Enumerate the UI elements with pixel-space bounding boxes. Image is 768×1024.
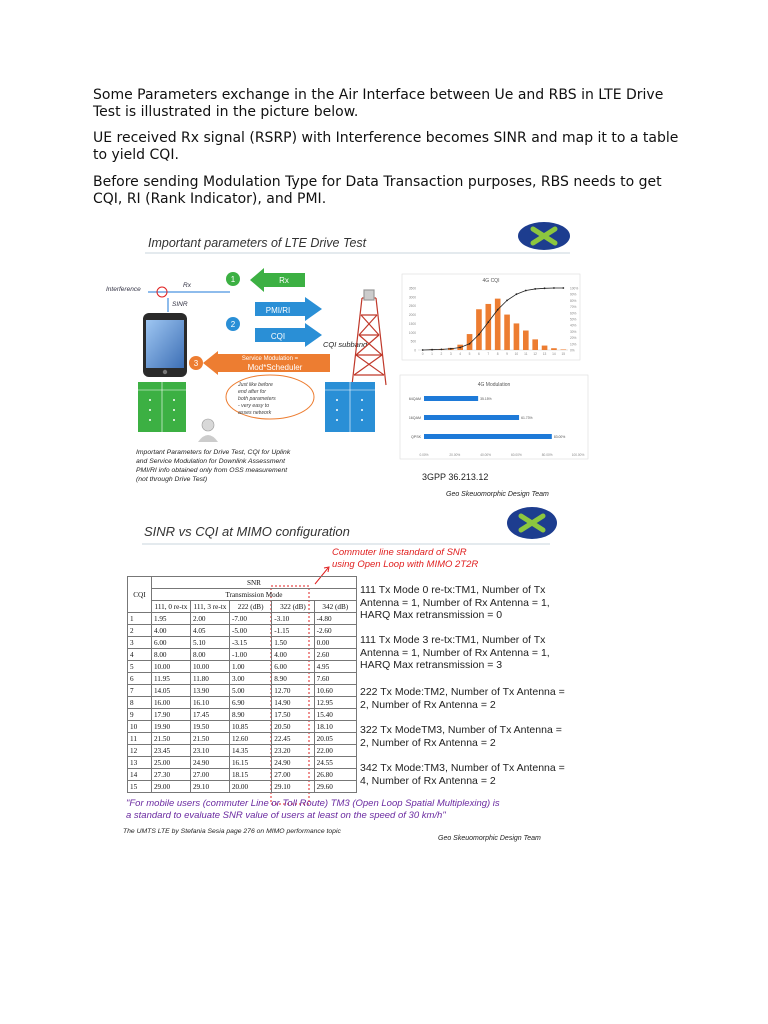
table-cell: 3.00 <box>229 673 271 685</box>
pmi-ri-arrow <box>255 297 322 321</box>
x-tick-label: 0 <box>421 352 424 356</box>
table-cell: 29.60 <box>314 781 356 793</box>
figure1-title: Important parameters of LTE Drive Test <box>148 236 367 250</box>
x-tick-label: 1 <box>431 352 433 356</box>
table-cell: 4 <box>128 649 152 661</box>
table-cell: 3 <box>128 637 152 649</box>
sinr-label: SINR <box>172 301 188 308</box>
tm-note-222: 222 Tx Mode:TM2, Number of Tx Antenna = 2, Number of Rx Antenna = 2 <box>360 686 565 711</box>
smartphone-icon <box>143 313 187 377</box>
table-row <box>128 637 357 649</box>
cumulative-point <box>431 349 433 351</box>
table-cell: 2.00 <box>190 613 229 625</box>
rx-small-label: Rx <box>183 282 191 289</box>
cell-tower-icon <box>352 290 386 385</box>
step-1-badge <box>226 272 240 286</box>
y2-tick-label: 40% <box>570 323 577 328</box>
svg-text:Rx: Rx <box>279 276 289 285</box>
table-cell: 20.50 <box>272 721 314 733</box>
y2-tick-label: 60% <box>570 311 577 316</box>
col-342: 342 (dB) <box>314 601 356 613</box>
table-cell: 0.00 <box>314 637 356 649</box>
note-line-4: (not through Drive Test) <box>136 476 208 483</box>
x-tick-label: 10 <box>514 352 519 356</box>
x-tick-label: 11 <box>524 352 528 356</box>
table-cell: 8.00 <box>151 649 190 661</box>
x-tick-label: 80.00% <box>541 453 553 457</box>
table-cell: 24.55 <box>314 757 356 769</box>
modulation-bar <box>424 434 552 439</box>
cqi-bar <box>561 349 567 350</box>
x-tick-label: 9 <box>506 352 508 356</box>
modulation-paragraph: Before sending Modulation Type for Data Transaction purposes, RBS needs to get CQI, RI (Rank Indicator), and PMI. <box>93 174 662 207</box>
y2-tick-label: 70% <box>570 305 577 310</box>
spec-reference: 3GPP 36.213.12 <box>422 472 489 482</box>
y-tick-label: 1500 <box>408 321 416 326</box>
svg-text:2: 2 <box>230 320 236 329</box>
table-cell: 12.70 <box>272 685 314 697</box>
table-cell: 6.00 <box>151 637 190 649</box>
modulation-category-label: QPSK <box>411 435 421 439</box>
cumulative-point <box>422 349 424 351</box>
table-row <box>128 625 357 637</box>
svg-text:Service Modulation =: Service Modulation = <box>241 356 299 362</box>
table-cell: 6.90 <box>229 697 271 709</box>
quote-line-1: "For mobile users (commuter Line or Toll Route) TM3 (Open Loop Spatial Multiplexing) is <box>126 798 500 809</box>
cqi-bar <box>542 346 548 350</box>
modulation-category-label: 16QAM <box>408 416 421 420</box>
y-tick-label: 1000 <box>408 330 416 335</box>
table-cell: 22.00 <box>314 745 356 757</box>
table-cell: 8.00 <box>190 649 229 661</box>
table-cell: 18.15 <box>229 769 271 781</box>
table-cell: 8.90 <box>272 673 314 685</box>
table-cell: 12.95 <box>314 697 356 709</box>
modulation-value-label: 83.00% <box>553 435 566 439</box>
table-cell: -1.00 <box>229 649 271 661</box>
x-tick-label: 4 <box>459 352 462 356</box>
table-cell: 27.30 <box>151 769 190 781</box>
svg-text:- very easy to: - very easy to <box>238 403 270 409</box>
table-row <box>128 709 357 721</box>
y2-tick-label: 0% <box>570 348 575 353</box>
cumulative-point <box>487 321 489 323</box>
col-111-3: 111, 3 re-tx <box>190 601 229 613</box>
x-tick-label: 13 <box>542 352 547 356</box>
table-row <box>128 661 357 673</box>
table-cell: 18.10 <box>314 721 356 733</box>
table-row <box>128 745 357 757</box>
cqi-bar <box>514 323 520 350</box>
table-cell: -5.00 <box>229 625 271 637</box>
cqi-subband-label: CQI subband <box>323 340 368 349</box>
table-cell: 14.90 <box>272 697 314 709</box>
table-cell: 21.50 <box>190 733 229 745</box>
svg-text:PMI/RI: PMI/RI <box>265 306 291 315</box>
modulation-bar <box>424 415 519 420</box>
table-cell: 26.80 <box>314 769 356 781</box>
table-cell: -4.80 <box>314 613 356 625</box>
table-cell: 5.00 <box>229 685 271 697</box>
table-cell: 27.00 <box>190 769 229 781</box>
y-tick-label: 3000 <box>408 295 416 300</box>
table-cell: 2 <box>128 625 152 637</box>
table-cell: 1.00 <box>229 661 271 673</box>
sinr-cqi-table <box>127 576 357 793</box>
note-line-1: Important Parameters for Drive Test, CQI for Uplink <box>136 449 291 456</box>
x-tick-label: 12 <box>533 352 537 356</box>
table-row <box>128 721 357 733</box>
cqi-chart <box>402 274 580 360</box>
modulation-category-label: 64QAM <box>408 397 421 401</box>
tm-note-322: 322 Tx ModeTM3, Number of Tx Antenna = 2, Number of Rx Antenna = 2 <box>360 724 562 749</box>
table-cell: 16.00 <box>151 697 190 709</box>
x-tick-label: 3 <box>449 352 452 356</box>
cumulative-point <box>469 343 471 345</box>
table-cell: 2.60 <box>314 649 356 661</box>
table-cell: 17.45 <box>190 709 229 721</box>
table-cell: 13.90 <box>190 685 229 697</box>
table-cell: -2.60 <box>314 625 356 637</box>
tm-note-111-0: 111 Tx Mode 0 re-tx:TM1, Number of Tx Antenna = 1, Number of Rx Antenna = 1, HARQ Max retransmission = 0 <box>360 584 550 621</box>
modulation-bar <box>424 396 478 401</box>
modulation-chart-title: 4G Modulation <box>477 382 511 388</box>
table-cell: 11.95 <box>151 673 190 685</box>
table-cell: 29.00 <box>151 781 190 793</box>
table-cell: 14 <box>128 769 152 781</box>
tm-header: Transmission Mode <box>151 589 356 601</box>
tm-note-111-3: 111 Tx Mode 3 re-tx:TM1, Number of Tx Antenna = 1, Number of Rx Antenna = 1, HARQ Max retransmission = 3 <box>360 634 550 671</box>
table-cell: 4.00 <box>272 649 314 661</box>
table-cell: -3.10 <box>272 613 314 625</box>
table-cell: 21.50 <box>151 733 190 745</box>
x-tick-label: 0.00% <box>419 453 429 457</box>
sinr-table-body <box>128 613 357 793</box>
table-cell: 24.90 <box>190 757 229 769</box>
table-cell: 10 <box>128 721 152 733</box>
x-tick-label: 6 <box>478 352 480 356</box>
figure2-team-label: Geo Skeuomorphic Design Team <box>438 835 541 842</box>
table-cell: 10.00 <box>190 661 229 673</box>
x-tick-label: 14 <box>552 352 556 356</box>
xl-logo-2 <box>507 507 557 539</box>
col-322: 322 (dB) <box>272 601 314 613</box>
table-cell: 15.40 <box>314 709 356 721</box>
xl-logo <box>518 222 570 250</box>
service-modulation-arrow <box>203 351 330 375</box>
svg-text:CQI: CQI <box>270 332 286 341</box>
svg-text:asses network: asses network <box>238 410 272 416</box>
x-tick-label: 7 <box>487 352 490 356</box>
thought-cloud <box>226 375 314 419</box>
table-row <box>128 769 357 781</box>
y2-tick-label: 30% <box>570 329 577 334</box>
table-row <box>128 733 357 745</box>
table-cell: 17.90 <box>151 709 190 721</box>
callout-line-2: using Open Loop with MIMO 2T2R <box>332 559 479 570</box>
thinking-person-icon <box>198 419 218 442</box>
step-2-badge <box>226 317 240 331</box>
snr-header: SNR <box>151 577 356 589</box>
table-cell: 19.90 <box>151 721 190 733</box>
col-cqi: CQI <box>128 577 152 613</box>
table-cell: 5.10 <box>190 637 229 649</box>
table-cell: 9 <box>128 709 152 721</box>
cumulative-point <box>459 347 461 349</box>
table-row <box>128 757 357 769</box>
svg-text:Mod*Scheduler: Mod*Scheduler <box>247 363 303 372</box>
x-tick-label: 20.00% <box>449 453 461 457</box>
cqi-bar <box>523 331 529 350</box>
cumulative-point <box>516 293 518 295</box>
table-cell: 16.10 <box>190 697 229 709</box>
cumulative-point <box>562 287 564 289</box>
cumulative-point <box>497 309 499 311</box>
x-tick-label: 15 <box>561 352 566 356</box>
table-cell: 27.00 <box>272 769 314 781</box>
table-cell: 23.10 <box>190 745 229 757</box>
y-tick-label: 2000 <box>408 313 416 318</box>
y2-tick-label: 20% <box>570 336 577 341</box>
y2-tick-label: 90% <box>570 292 577 297</box>
table-cell: 24.90 <box>272 757 314 769</box>
cqi-bar <box>532 339 538 350</box>
table-cell: 7 <box>128 685 152 697</box>
table-cell: -3.15 <box>229 637 271 649</box>
note-line-3: PMI/RI info obtained only from OSS measurement <box>136 467 288 474</box>
table-cell: -1.15 <box>272 625 314 637</box>
svg-text:end after for: end after for <box>238 389 266 395</box>
intro-paragraph: Some Parameters exchange in the Air Interface between Ue and RBS in LTE Drive Test is illustrated in the picture below. <box>93 87 664 120</box>
phone-cqi-table-card <box>138 382 186 432</box>
table-cell: 1 <box>128 613 152 625</box>
cumulative-point <box>534 288 536 290</box>
svg-text:both parameters: both parameters <box>238 396 276 402</box>
table-cell: 15 <box>128 781 152 793</box>
tower-modulation-table-card <box>325 382 375 432</box>
table-cell: 4.95 <box>314 661 356 673</box>
cqi-chart-title: 4G CQI <box>482 278 500 284</box>
table-cell: 7.60 <box>314 673 356 685</box>
x-tick-label: 100.00% <box>571 453 585 457</box>
cumulative-point <box>441 348 443 350</box>
table-row <box>128 673 357 685</box>
table-row <box>128 697 357 709</box>
y2-tick-label: 100% <box>570 286 579 291</box>
table-cell: 20.00 <box>229 781 271 793</box>
modulation-value-label: 35.15% <box>480 397 492 401</box>
cumulative-point <box>553 287 555 289</box>
svg-text:3: 3 <box>193 359 199 368</box>
cumulative-point <box>544 287 546 289</box>
table-cell: 19.50 <box>190 721 229 733</box>
source-reference: The UMTS LTE by Stefania Sesia page 276 on MIMO performance topic <box>123 828 341 835</box>
y2-tick-label: 50% <box>570 317 577 322</box>
table-cell: 16.15 <box>229 757 271 769</box>
table-cell: 4.05 <box>190 625 229 637</box>
tm-note-342: 342 Tx Mode:TM3, Number of Tx Antenna = 4, Number of Rx Antenna = 2 <box>360 762 565 787</box>
table-cell: 22.45 <box>272 733 314 745</box>
table-row <box>128 781 357 793</box>
table-cell: 10.85 <box>229 721 271 733</box>
table-cell: 23.45 <box>151 745 190 757</box>
cqi-bar <box>495 299 501 350</box>
table-cell: 8 <box>128 697 152 709</box>
cqi-bar <box>551 348 557 350</box>
cqi-bar <box>486 304 492 350</box>
x-tick-label: 2 <box>440 352 443 356</box>
x-tick-label: 60.00% <box>510 453 522 457</box>
y2-tick-label: 10% <box>570 342 577 347</box>
table-cell: 11.80 <box>190 673 229 685</box>
table-cell: 20.05 <box>314 733 356 745</box>
modulation-value-label: 61.73% <box>521 416 533 420</box>
table-cell: 5 <box>128 661 152 673</box>
table-cell: 13 <box>128 757 152 769</box>
table-cell: 14.05 <box>151 685 190 697</box>
table-cell: 1.50 <box>272 637 314 649</box>
cqi-bar <box>504 315 510 350</box>
interference-label: Interference <box>106 286 141 293</box>
cqi-arrow <box>255 323 322 347</box>
y-tick-label: 2500 <box>408 304 416 309</box>
x-tick-label: 40.00% <box>480 453 492 457</box>
svg-text:1: 1 <box>230 275 236 284</box>
figure1-team-label: Geo Skeuomorphic Design Team <box>446 491 549 498</box>
table-row <box>128 685 357 697</box>
table-cell: 14.35 <box>229 745 271 757</box>
modulation-chart <box>400 375 588 459</box>
col-222: 222 (dB) <box>229 601 271 613</box>
table-cell: 6 <box>128 673 152 685</box>
drive-test-diagram <box>100 220 600 502</box>
cumulative-point <box>525 290 527 292</box>
cumulative-point <box>450 348 452 350</box>
table-cell: 29.10 <box>272 781 314 793</box>
quote-line-2: a standard to evaluate SNR value of users at least on the speed of 30 km/h" <box>126 810 446 821</box>
table-cell: 8.90 <box>229 709 271 721</box>
y-tick-label: 500 <box>410 339 416 344</box>
y-tick-label: 0 <box>414 348 416 353</box>
table-cell: 17.50 <box>272 709 314 721</box>
y-tick-label: 3500 <box>408 286 416 291</box>
step-3-badge <box>189 356 203 370</box>
table-row <box>128 613 357 625</box>
cqi-paragraph: UE received Rx signal (RSRP) with Interference becomes SINR and map it to a table to yield CQI. <box>93 130 679 163</box>
svg-text:Just like before: Just like before <box>238 382 273 388</box>
table-cell: 29.10 <box>190 781 229 793</box>
table-cell: 11 <box>128 733 152 745</box>
table-cell: 10.00 <box>151 661 190 673</box>
table-cell: 12.60 <box>229 733 271 745</box>
x-tick-label: 8 <box>496 352 499 356</box>
y2-tick-label: 80% <box>570 298 577 303</box>
table-row <box>128 649 357 661</box>
table-cell: 10.60 <box>314 685 356 697</box>
figure2-title: SINR vs CQI at MIMO configuration <box>144 524 350 539</box>
table-cell: -7.00 <box>229 613 271 625</box>
col-111-0: 111, 0 re-tx <box>151 601 190 613</box>
x-tick-label: 5 <box>468 352 471 356</box>
table-cell: 23.20 <box>272 745 314 757</box>
cqi-bar <box>476 309 482 350</box>
callout-line-1: Commuter line standard of SNR <box>332 547 467 558</box>
cumulative-point <box>478 334 480 336</box>
table-cell: 25.00 <box>151 757 190 769</box>
cumulative-point <box>506 300 508 302</box>
table-cell: 12 <box>128 745 152 757</box>
table-cell: 1.95 <box>151 613 190 625</box>
table-cell: 4.00 <box>151 625 190 637</box>
drive-test-figure <box>100 220 600 502</box>
table-cell: 6.00 <box>272 661 314 673</box>
note-line-2: and Service Modulation for Downlink Assessment <box>136 458 285 465</box>
rx-arrow <box>250 268 305 292</box>
